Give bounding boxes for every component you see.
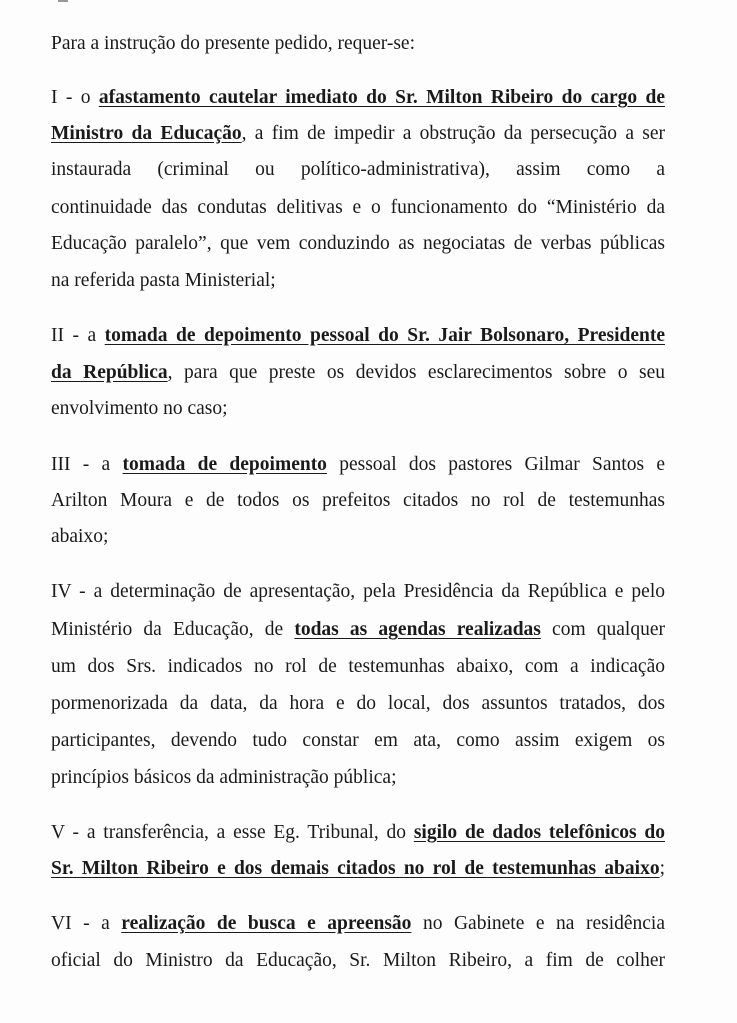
emphasis: Ministro da Educação: [51, 123, 242, 144]
emphasis: todas as agendas realizadas: [294, 619, 541, 640]
item-iii-line-1: III - a tomada de depoimento pessoal dos pastores Gilmar Santos e: [51, 454, 665, 475]
item-iv-line-4: pormenorizada da data, da hora e do local, dos assuntos tratados, dos: [51, 693, 665, 714]
emphasis: sigilo de dados telefônicos do: [413, 822, 665, 843]
item-iii-line-2: Arilton Moura e de todos os prefeitos citados no rol de testemunhas: [51, 490, 665, 511]
emphasis: tomada de depoimento: [122, 454, 327, 475]
item-i-line-6: na referida pasta Ministerial;: [51, 270, 276, 291]
item-vi-line-2: oficial do Ministro da Educação, Sr. Milton Ribeiro, a fim de colher: [51, 950, 665, 971]
item-iv-line-3: um dos Srs. indicados no rol de testemunhas abaixo, com a indicação: [51, 656, 665, 677]
emphasis: realização de busca e apreensão: [121, 913, 412, 934]
emphasis: Sr. Milton Ribeiro e dos demais citados no rol de testemunhas abaixo: [51, 858, 660, 879]
item-v-line-1: V - a transferência, a esse Eg. Tribunal, do sigilo de dados telefônicos do: [51, 822, 665, 843]
emphasis: da República: [51, 362, 168, 383]
item-i-line-2: Ministro da Educação, a fim de impedir a obstrução da persecução a ser: [51, 123, 665, 144]
item-iv-line-2: Ministério da Educação, de todas as agendas realizadas com qualquer: [51, 619, 665, 640]
item-iii-line-3: abaixo;: [51, 526, 109, 547]
item-ii-line-3: envolvimento no caso;: [51, 398, 228, 419]
item-iv-line-1: IV - a determinação de apresentação, pela Presidência da República e pelo: [51, 581, 665, 602]
item-v-line-2: Sr. Milton Ribeiro e dos demais citados no rol de testemunhas abaixo;: [51, 858, 665, 879]
item-vi-line-1: VI - a realização de busca e apreensão no Gabinete e na residência: [51, 913, 665, 934]
item-i-line-1: I - o afastamento cautelar imediato do Sr. Milton Ribeiro do cargo de: [51, 87, 665, 108]
emphasis: afastamento cautelar imediato do Sr. Milton Ribeiro do cargo de: [98, 87, 665, 108]
intro-line: Para a instrução do presente pedido, requer-se:: [51, 33, 416, 54]
item-i-line-4: continuidade das condutas delitivas e o funcionamento do “Ministério da: [51, 197, 665, 218]
item-ii-line-2: da República, para que preste os devidos esclarecimentos sobre o seu: [51, 362, 665, 383]
item-i-line-5: Educação paralelo”, que vem conduzindo as negociatas de verbas públicas: [51, 233, 665, 254]
item-i-line-3: instaurada (criminal ou político-administrativa), assim como a: [51, 159, 665, 180]
item-iv-line-5: participantes, devendo tudo constar em ata, como assim exigem os: [51, 730, 665, 751]
cropped-text-fragment: [58, 0, 68, 2]
item-ii-line-1: II - a tomada de depoimento pessoal do Sr. Jair Bolsonaro, Presidente: [51, 325, 665, 346]
emphasis: tomada de depoimento pessoal do Sr. Jair Bolsonaro, Presidente: [104, 325, 665, 346]
item-iv-line-6: princípios básicos da administração pública;: [51, 767, 397, 788]
